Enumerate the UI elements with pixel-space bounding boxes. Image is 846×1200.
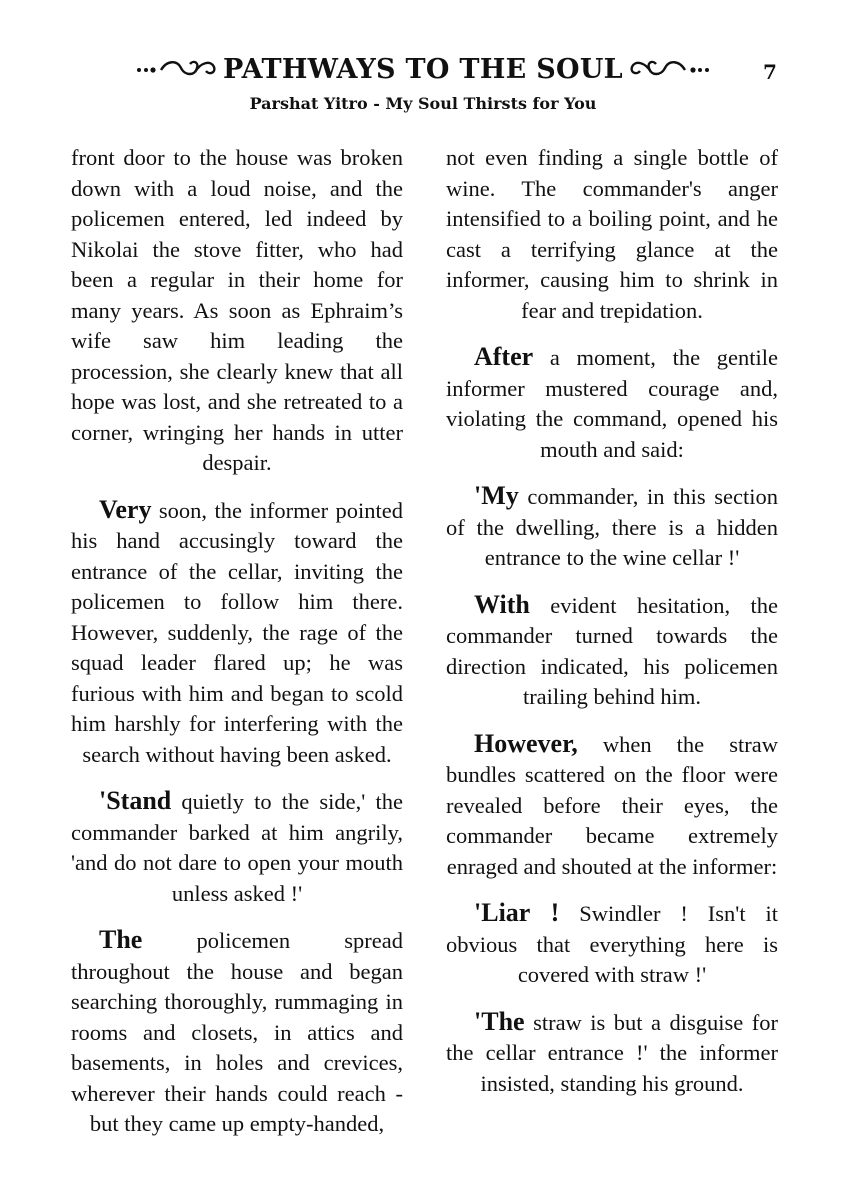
page-header: [0, 50, 846, 113]
paragraph-lead: Very: [99, 494, 152, 524]
paragraph: [446, 590, 778, 713]
paragraph-text: policemen spread throughout the house and began searching thoroughly, rummaging in rooms and closets, in attics and basements, in holes and crevices, wherever their hands could reach - but they came up empty-handed,: [71, 928, 403, 1136]
paragraph: [446, 729, 778, 883]
paragraph-text: a moment, the gentile informer mustered courage and, violating the command, opened his mouth and said:: [446, 345, 778, 462]
paragraph-lead: With: [474, 589, 530, 619]
paragraph-lead: 'Liar !: [474, 898, 560, 927]
paragraph-text: straw is but a disguise for the cellar entrance !' the informer insisted, standing his ground.: [446, 1009, 778, 1096]
paragraph: [71, 786, 403, 909]
paragraph-text: evident hesitation, the commander turned towards the direction indicated, his policemen trailing behind him.: [446, 592, 778, 709]
paragraph: [446, 142, 778, 326]
paragraph: [446, 342, 778, 465]
running-head: [0, 50, 846, 88]
page-title: PATHWAYS TO THE SOUL: [223, 53, 623, 85]
paragraph-lead: However,: [474, 728, 578, 758]
paragraph-lead: 'Stand: [99, 786, 172, 815]
paragraph: [446, 1007, 778, 1100]
paragraph: [446, 898, 778, 991]
paragraph-text: front door to the house was broken down with a loud noise, and the policemen entered, led indeed by Nikolai the stove fitter, who had been a regular in their home for many years. As soon as Ephraim’s wife saw him leading the procession, she clearly knew that all hope was lost, and she retreated to a corner, wringing her hands in utter despair.: [71, 145, 403, 475]
left-ornament-icon: [135, 56, 217, 83]
paragraph-text: soon, the informer pointed his hand accusingly toward the entrance of the cellar, inviting the policemen to follow him there. However, suddenly, the rage of the squad leader flared up; he was furious with him and began to scold him harshly for interfering with the search without having been asked.: [71, 497, 403, 767]
left-column: [71, 142, 403, 1156]
paragraph-lead: 'The: [474, 1006, 525, 1036]
right-column: [446, 142, 778, 1115]
paragraph: [71, 925, 403, 1140]
paragraph-lead: 'My: [474, 481, 519, 510]
right-ornament-icon: [629, 56, 711, 83]
page-number: 7: [763, 60, 777, 84]
paragraph-lead: After: [474, 342, 534, 371]
paragraph-lead: The: [99, 925, 143, 954]
paragraph-text: Swindler ! Isn't it obvious that everything here is covered with straw !': [446, 901, 778, 987]
paragraph-text: commander, in this section of the dwelling, there is a hidden entrance to the wine cellar !': [446, 484, 778, 570]
chapter-subtitle: Parshat Yitro - My Soul Thirsts for You: [249, 94, 597, 113]
paragraph-text: when the straw bundles scattered on the floor were revealed before their eyes, the commander became extremely enraged and shouted at the informer:: [446, 731, 778, 879]
paragraph: [71, 142, 403, 479]
paragraph-text: not even finding a single bottle of wine. The commander's anger intensified to a boiling point, and he cast a terrifying glance at the informer, causing him to shrink in fear and trepidation.: [446, 145, 778, 323]
paragraph: [71, 495, 403, 771]
paragraph-text: quietly to the side,' the commander barked at him angrily, 'and do not dare to open your mouth unless asked !': [71, 789, 403, 906]
paragraph: [446, 481, 778, 574]
